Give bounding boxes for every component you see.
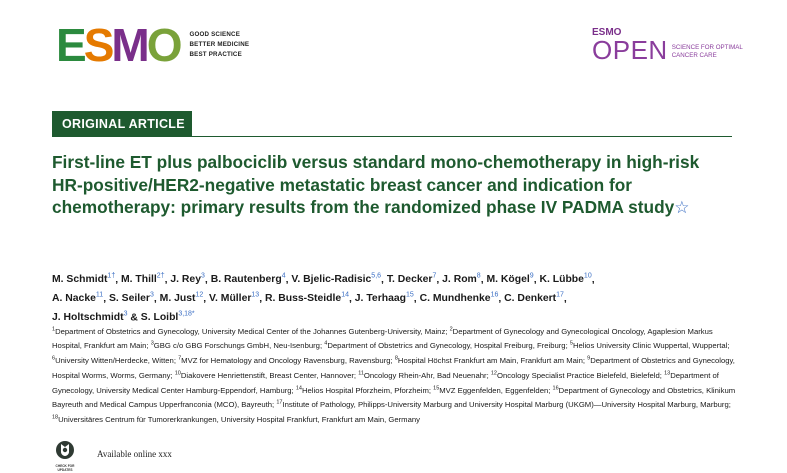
affiliation-text: Universitäres Centrum für Tumorerkrankungen, University Hospital Frankfurt, Frankfurt am Main, Germany bbox=[58, 415, 420, 425]
author bbox=[209, 293, 259, 304]
affiliation bbox=[52, 327, 447, 336]
affiliation-number: 1 bbox=[52, 326, 56, 332]
affiliation-number: 9 bbox=[587, 355, 591, 362]
tagline-line: GOOD SCIENCE bbox=[189, 31, 241, 38]
affiliation-number: 12 bbox=[490, 370, 497, 377]
esmo-tagline bbox=[189, 30, 249, 60]
affiliation-text: Oncology Specialist Practice Bielefeld, Bielefeld; bbox=[496, 370, 662, 380]
author-name: S. Seiler bbox=[108, 293, 150, 305]
author-affiliation-ref[interactable]: 12 bbox=[195, 291, 204, 299]
affiliation bbox=[175, 371, 356, 380]
affiliation-text: Department of Gynecology and Gynecological Oncology, Agaplesion Markus Hospital, Frankfurt am Main; bbox=[52, 326, 713, 351]
affiliation-text: Department of Obstetrics and Gynecology, Hospital Freiburg, Freiburg; bbox=[327, 341, 568, 351]
tagline-line: BETTER MEDICINE bbox=[189, 41, 250, 48]
esmo-open-logo bbox=[592, 27, 743, 65]
affiliation-text: Department of Gynecology, University Medical Center Hamburg-Eppendorf, Hamburg; bbox=[52, 370, 719, 395]
affiliation-number: 4 bbox=[324, 340, 328, 347]
author bbox=[420, 293, 499, 304]
esmo-open-small: ESMO bbox=[592, 27, 622, 38]
article-type-bar bbox=[52, 111, 732, 137]
affiliation-number: 3 bbox=[150, 340, 154, 347]
affiliation-number: 18 bbox=[52, 414, 59, 421]
author-affiliation-ref[interactable]: 3 bbox=[149, 291, 154, 299]
author-affiliation-ref[interactable]: 16 bbox=[490, 291, 499, 299]
author-name: M. Schmidt bbox=[52, 274, 108, 286]
esmo-letter: S bbox=[83, 19, 112, 71]
author-affiliation-ref[interactable]: 4 bbox=[281, 273, 286, 280]
affiliation bbox=[52, 356, 176, 365]
author-name: J. Holtschmidt bbox=[52, 312, 124, 324]
author bbox=[141, 312, 195, 323]
available-online: Available online xxx bbox=[97, 449, 172, 459]
author-list: M. Schmidt$^{1\dagger}$, M. Thill$^{2\dagger}$, J. Rey$^3$, B. Rautenberg$^4$, V. Bjelic-Radisic$^{5,6}$, T. Decker$^7$, J. Rom$^8$, M. Kögel$^9$, K. Lübbe$^{10}$, A. Nacke$^{11}$, S. Seiler$^3$, M. Just$^{12}$, V. Müller$^{13}$, R. Buss-Steidle$^{14}$, J. Terhaag$^{15}$, C. Mundhenke$^{16}$, C. Denkert$^{17}$, J. Holtschmidt$^3$ & S. Loibl$^{3,18*}$ bbox=[52, 273, 595, 324]
author-affiliation-ref[interactable]: 2† bbox=[156, 273, 165, 280]
author bbox=[486, 274, 533, 285]
esmo-letter: M bbox=[111, 19, 147, 71]
affiliation-text: Oncology Rhein-Ahr, Bad Neuenahr; bbox=[363, 370, 489, 380]
author-name: T. Decker bbox=[386, 274, 433, 286]
author-affiliation-ref[interactable]: 9 bbox=[529, 273, 534, 280]
check-updates-line: UPDATES bbox=[57, 467, 73, 472]
affiliation-text: Department of Gynecology and Obstetrics, Klinikum Bayreuth and Medical Campus Upperfranconia (MCO), Bayreuth; bbox=[52, 385, 736, 410]
affiliation bbox=[296, 386, 431, 395]
affiliation-text: MVZ Eggenfelden, Eggenfelden; bbox=[439, 385, 551, 395]
esmo-open-big: OPEN bbox=[592, 35, 668, 65]
author-affiliation-ref[interactable]: 5,6 bbox=[371, 273, 382, 280]
author-name: S. Loibl bbox=[140, 312, 179, 324]
author-and: & bbox=[127, 312, 141, 324]
author-name: R. Buss-Steidle bbox=[264, 293, 342, 305]
author bbox=[387, 274, 437, 285]
author-name: J. Rey bbox=[170, 274, 201, 286]
author-affiliation-ref[interactable]: 3,18* bbox=[178, 310, 195, 318]
affiliation bbox=[491, 371, 662, 380]
author-affiliation-ref[interactable]: 8 bbox=[476, 273, 481, 280]
author-affiliation-ref[interactable]: 3 bbox=[201, 273, 205, 280]
affiliation-text: Institute of Pathology, Philipps-University Marburg and University Hospital Marburg (UKGM)—University Hospital Marburg, Marburg; bbox=[282, 400, 731, 410]
tagline-line: BEST PRACTICE bbox=[189, 51, 242, 58]
author bbox=[265, 293, 349, 304]
affiliation bbox=[178, 356, 393, 365]
author-name: C. Denkert bbox=[504, 293, 557, 305]
open-tagline-line: SCIENCE FOR OPTIMAL bbox=[671, 44, 743, 51]
author bbox=[355, 293, 414, 304]
author-affiliation-ref[interactable]: 15 bbox=[405, 291, 414, 299]
author bbox=[170, 274, 205, 285]
author-affiliation-ref[interactable]: 17 bbox=[556, 291, 564, 299]
affiliation-number: 8 bbox=[394, 355, 398, 362]
esmo-letter: E bbox=[56, 19, 84, 71]
affiliation bbox=[433, 386, 550, 395]
affiliation-number: 10 bbox=[174, 370, 181, 377]
affiliation bbox=[358, 371, 489, 380]
author bbox=[160, 293, 204, 304]
author-name: V. Bjelic-Radisic bbox=[291, 274, 372, 286]
author-affiliation-ref[interactable]: 11 bbox=[95, 291, 104, 299]
esmo-logo bbox=[56, 19, 250, 71]
author bbox=[121, 274, 165, 285]
esmo-open-tagline bbox=[672, 44, 743, 62]
affiliation-number: 14 bbox=[295, 385, 302, 392]
author-name: B. Rautenberg bbox=[210, 274, 282, 286]
star-icon[interactable]: ☆ bbox=[674, 198, 690, 217]
check-updates-icon bbox=[55, 440, 75, 460]
author-affiliation-ref[interactable]: 14 bbox=[341, 291, 349, 299]
author-name: J. Terhaag bbox=[354, 293, 406, 305]
affiliation-number: 7 bbox=[178, 355, 182, 362]
affiliation-number: 5 bbox=[569, 340, 573, 347]
author-name: K. Lübbe bbox=[539, 274, 584, 286]
affiliation-text: Department of Obstetrics and Gynecology, University Medical Center of the Johannes Gutenberg-University, Mainz; bbox=[55, 326, 448, 336]
affiliation-text: Diakovere Henriettenstift, Breast Center, Hannover; bbox=[180, 370, 357, 380]
author-name: J. Rom bbox=[442, 274, 477, 286]
author bbox=[504, 293, 564, 304]
author-name: M. Thill bbox=[121, 274, 157, 286]
affiliation bbox=[276, 400, 731, 409]
article-title-text: First-line ET plus palbociclib versus standard mono-chemotherapy in high-risk HR-positive/HER2-negative metastatic breast cancer and indication for chemotherapy: primary results from the randomized phase IV PADMA study bbox=[52, 152, 700, 217]
affiliation bbox=[395, 356, 585, 365]
check-updates-text bbox=[53, 465, 77, 472]
author bbox=[109, 293, 154, 304]
author-affiliation-ref[interactable]: 1† bbox=[107, 273, 116, 280]
affiliation-text: Department of Obstetrics and Gynecology, Hospital Worms, Worms, Germany; bbox=[52, 356, 735, 380]
author-name: A. Nacke bbox=[52, 293, 96, 305]
author-affiliation-ref[interactable]: 7 bbox=[432, 273, 437, 280]
affiliation-number: 2 bbox=[449, 326, 453, 332]
esmo-letter: O bbox=[146, 19, 180, 71]
author bbox=[539, 274, 591, 285]
article-title bbox=[52, 151, 732, 220]
check-for-updates-badge[interactable] bbox=[53, 440, 77, 472]
affiliation-number: 16 bbox=[552, 385, 559, 392]
author bbox=[211, 274, 286, 285]
affiliation bbox=[151, 341, 322, 350]
author bbox=[52, 293, 103, 304]
author-name: M. Kögel bbox=[486, 274, 530, 286]
affiliation-text: GBG c/o GBG Forschungs GmbH, Neu-Isenburg; bbox=[153, 341, 323, 351]
affiliation bbox=[52, 415, 420, 424]
affiliation-number: 13 bbox=[664, 370, 671, 377]
author-name: M. Just bbox=[159, 293, 196, 305]
open-tagline-line: CANCER CARE bbox=[671, 52, 717, 59]
affiliation-text: MVZ for Hematology and Oncology Ravensburg, Ravensburg; bbox=[181, 356, 393, 366]
esmo-wordmark bbox=[56, 19, 180, 71]
affiliation-number: 6 bbox=[52, 355, 56, 362]
author-affiliation-ref[interactable]: 10 bbox=[583, 273, 592, 280]
author-affiliation-ref[interactable]: 3 bbox=[123, 310, 128, 318]
affiliation-number: 11 bbox=[358, 370, 364, 377]
affiliation-number: 17 bbox=[276, 399, 283, 406]
affiliation-text: Helios University Clinic Wuppertal, Wuppertal; bbox=[572, 341, 730, 351]
author bbox=[52, 312, 128, 323]
affiliation bbox=[324, 341, 567, 350]
author-name: V. Müller bbox=[209, 293, 252, 305]
author-affiliation-ref[interactable]: 13 bbox=[251, 291, 260, 299]
affiliation bbox=[570, 341, 730, 350]
author-name: C. Mundhenke bbox=[419, 293, 491, 305]
author bbox=[52, 274, 115, 285]
affiliation-text: Hospital Höchst Frankfurt am Main, Frankfurt am Main; bbox=[397, 356, 586, 366]
author bbox=[442, 274, 481, 285]
article-type-label: ORIGINAL ARTICLE bbox=[52, 111, 192, 137]
affiliations bbox=[52, 323, 742, 426]
affiliation-number: 15 bbox=[433, 385, 440, 392]
check-updates-line: CHECK FOR bbox=[55, 464, 75, 468]
author bbox=[291, 274, 381, 285]
affiliation-text: Helios Hospital Pforzheim, Pforzheim; bbox=[301, 385, 431, 395]
affiliation-text: University Witten/Herdecke, Witten; bbox=[55, 356, 176, 366]
